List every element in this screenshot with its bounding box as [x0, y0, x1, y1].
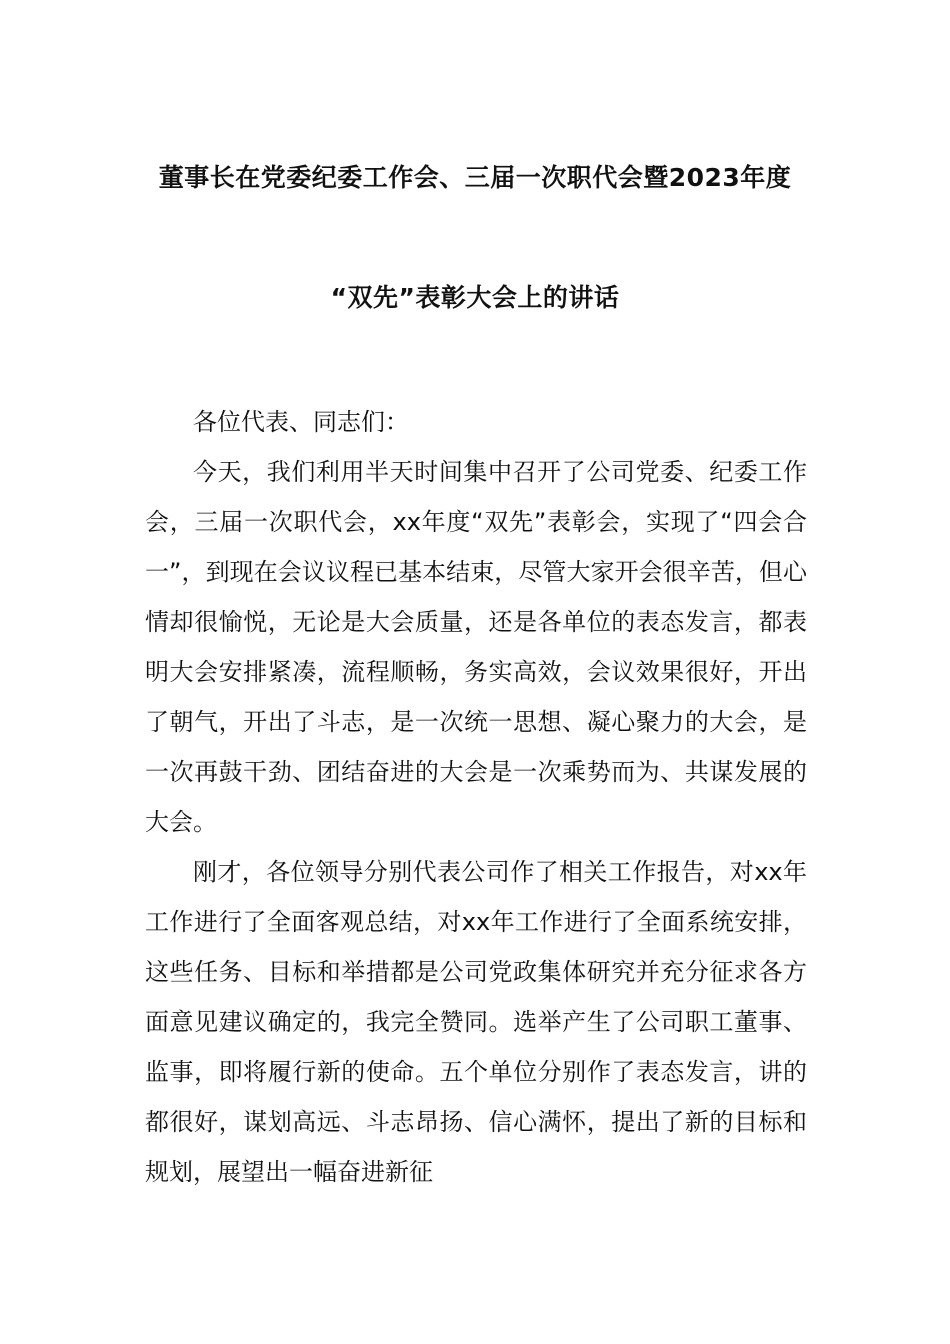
document-title-line-2: “双先”表彰大会上的讲话	[330, 283, 620, 312]
paragraph-1: 今天，我们利用半天时间集中召开了公司党委、纪委工作会，三届一次职代会，xx年度“双先”表彰会，实现了“四会合一”，到现在会议议程已基本结束，尽管大家开会很辛苦，但心情却很愉悦，无论是大会质量，还是各单位的表态发言，都表明大会安排紧凑，流程顺畅，务实高效，会议效果很好，开出了朝气，开出了斗志，是一次统一思想、凝心聚力的大会，是一次再鼓干劲、团结奋进的大会是一次乘势而为、共谋发展的大会。	[145, 458, 807, 836]
document-body	[145, 397, 807, 1197]
document-title-line-1: 董事长在党委纪委工作会、三届一次职代会暨2023年度	[158, 163, 792, 192]
paragraph-2: 刚才，各位领导分别代表公司作了相关工作报告，对xx年工作进行了全面客观总结，对xx年工作进行了全面系统安排，这些任务、目标和举措都是公司党政集体研究并充分征求各方面意见建议确定的，我完全赞同。选举产生了公司职工董事、监事，即将履行新的使命。五个单位分别作了表态发言，讲的都很好，谋划高远、斗志昂扬、信心满怀，提出了新的目标和规划，展望出一幅奋进新征	[145, 858, 807, 1186]
salutation: 各位代表、同志们：	[193, 408, 409, 436]
